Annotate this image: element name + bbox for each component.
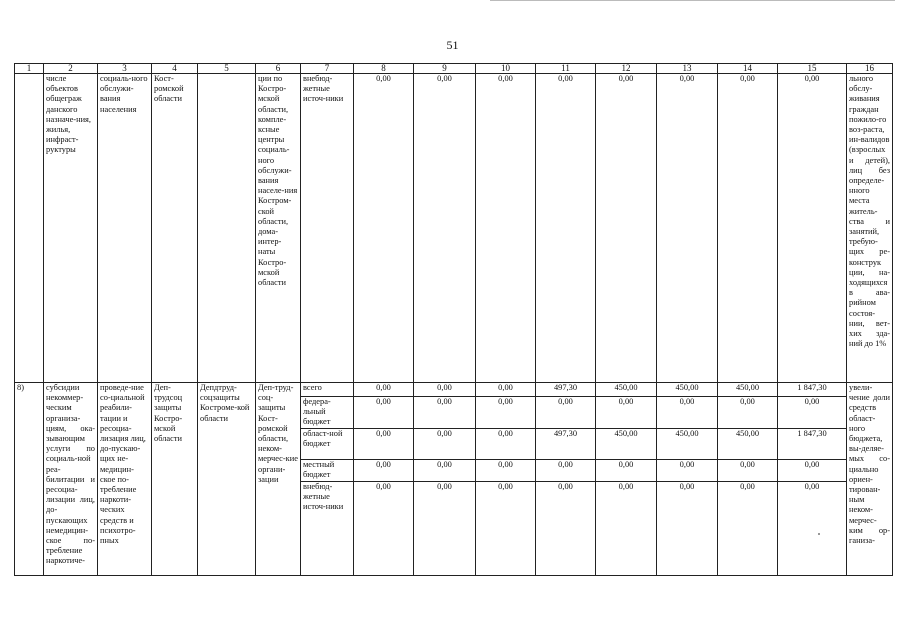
value-cell: 0,00 (354, 481, 414, 575)
value-cell: 0,00 (476, 459, 536, 481)
page-number: 51 (446, 38, 459, 52)
measure-name-cell: субсидии некоммер-ческим организа-циям, ока-зывающим услуги по социаль-ной реа-билитации и ресоциа-лизации лиц, до-пускающих немедицин-ское по-требление наркотиче- (44, 383, 98, 576)
value-cell: 497,30 (536, 383, 596, 397)
value-cell: 0,00 (476, 383, 536, 397)
value-cell: 0,00 (596, 481, 657, 575)
value-cell: 0,00 (414, 397, 476, 429)
value-cell: 450,00 (718, 383, 778, 397)
value-cell: 0,00 (536, 481, 596, 575)
value-cell: 0,00 (536, 459, 596, 481)
col-num: 12 (596, 64, 657, 74)
column-number-row (15, 64, 893, 74)
row-number-cell (15, 74, 44, 383)
value-cell: 0,00 (718, 459, 778, 481)
value-cell: 0,00 (657, 481, 718, 575)
value-cell: 0,00 (778, 459, 847, 481)
table-row (15, 74, 893, 383)
value-cell: 450,00 (596, 383, 657, 397)
value-cell: 0,00 (354, 459, 414, 481)
responsible-cell: Кост-ромской области (152, 74, 198, 383)
value-cell: 0,00 (414, 481, 476, 575)
value-cell: 0,00 (657, 459, 718, 481)
col-num: 16 (847, 64, 893, 74)
col-num: 11 (536, 64, 596, 74)
col-num: 8 (354, 64, 414, 74)
col-num: 6 (256, 64, 301, 74)
col-num: 4 (152, 64, 198, 74)
indicator-cell: льного обслу-живания граждан пожило-го воз-раста, ин-валидов (взрослых и детей), лиц без определе-нного места житель-ства и занятий, требую-щих ре-конструк ции, на-ходящихся в ава-рийном состоя-нии, вет-хих зда-ний до 1% (847, 74, 893, 383)
value-cell: 0,00 (778, 74, 847, 383)
value-cell: 497,30 (536, 428, 596, 459)
value-cell: 0,00 (354, 74, 414, 383)
col-num: 2 (44, 64, 98, 74)
value-cell: 1 847,30 (778, 383, 847, 397)
col-num: 1 (15, 64, 44, 74)
value-cell: 0,00 (596, 459, 657, 481)
value-cell: 0,00 (718, 397, 778, 429)
value-cell: 0,00 (476, 428, 536, 459)
value-cell: 450,00 (596, 428, 657, 459)
value-cell: 0,00 (778, 481, 847, 575)
col-num: 5 (198, 64, 256, 74)
value-cell: 0,00 (476, 74, 536, 383)
row-number-cell: 8) (15, 383, 44, 576)
value-cell: 450,00 (718, 428, 778, 459)
value-cell: 1 847,30 (778, 428, 847, 459)
goal-cell: социаль-ного обслужи-вания населения (98, 74, 152, 383)
col-num: 9 (414, 64, 476, 74)
goal-cell: проведе-ние со-циальной реабили-тации и ресоциа-лизация лиц, до-пускаю-щих не-медицин-ское по-требление наркоти-ческих средств и психотро-пных (98, 383, 152, 576)
responsible-cell: Деп-трудсоц защиты Костро-мской области (152, 383, 198, 576)
funding-source-cell: внебюд-жетные источ-ники (301, 74, 354, 383)
value-cell: 0,00 (596, 397, 657, 429)
funding-source-cell: област-ной бюджет (301, 428, 354, 459)
col-num: 14 (718, 64, 778, 74)
value-cell: 0,00 (354, 383, 414, 397)
col-num: 7 (301, 64, 354, 74)
col-num: 3 (98, 64, 152, 74)
value-cell: 450,00 (657, 428, 718, 459)
value-cell: 0,00 (414, 459, 476, 481)
table-row (15, 383, 893, 397)
value-cell: 0,00 (354, 428, 414, 459)
customer-cell: Депдтруд-соцзащиты Костроме-кой области (198, 383, 256, 576)
value-cell: 0,00 (536, 397, 596, 429)
value-cell: 0,00 (536, 74, 596, 383)
value-cell: 0,00 (414, 383, 476, 397)
measure-name-cell: числе объектов общеграж данского назначе-ния, жилья, инфраст-руктуры (44, 74, 98, 383)
col-num: 10 (476, 64, 536, 74)
value-cell: 0,00 (596, 74, 657, 383)
col-num: 13 (657, 64, 718, 74)
funding-source-cell: всего (301, 383, 354, 397)
indicator-cell: увели-чение доли средств област-ного бюджета, вы-деляе-мых со-циально ориен-тирован-ным неком-мерчес-ким ор-ганиза- (847, 383, 893, 576)
value-cell: 0,00 (476, 481, 536, 575)
funding-source-cell: федера-льный бюджет (301, 397, 354, 429)
value-cell: 0,00 (476, 397, 536, 429)
value-cell: 0,00 (718, 74, 778, 383)
executor-cell: Деп-труд-соц-защиты Кост-ромской области, неком-мерчес-кие органи-зации (256, 383, 301, 576)
funding-source-cell: местный бюджет (301, 459, 354, 481)
value-cell: 0,00 (778, 397, 847, 429)
value-cell: 0,00 (354, 397, 414, 429)
value-cell: 450,00 (657, 383, 718, 397)
funding-source-cell: внебюд-жетные источ-ники (301, 481, 354, 575)
executor-cell: ции по Костро-мской области, компле-ксные центры социаль-ного обслужи-вания населе-ния Костром-ской области, дома-интер-наты Костро-мской области (256, 74, 301, 383)
scan-speck (818, 533, 820, 535)
col-num: 15 (778, 64, 847, 74)
value-cell: 0,00 (657, 397, 718, 429)
top-edge-line (490, 0, 895, 1)
value-cell: 0,00 (718, 481, 778, 575)
program-table (14, 63, 893, 576)
value-cell: 0,00 (414, 428, 476, 459)
value-cell: 0,00 (414, 74, 476, 383)
customer-cell (198, 74, 256, 383)
value-cell: 0,00 (657, 74, 718, 383)
